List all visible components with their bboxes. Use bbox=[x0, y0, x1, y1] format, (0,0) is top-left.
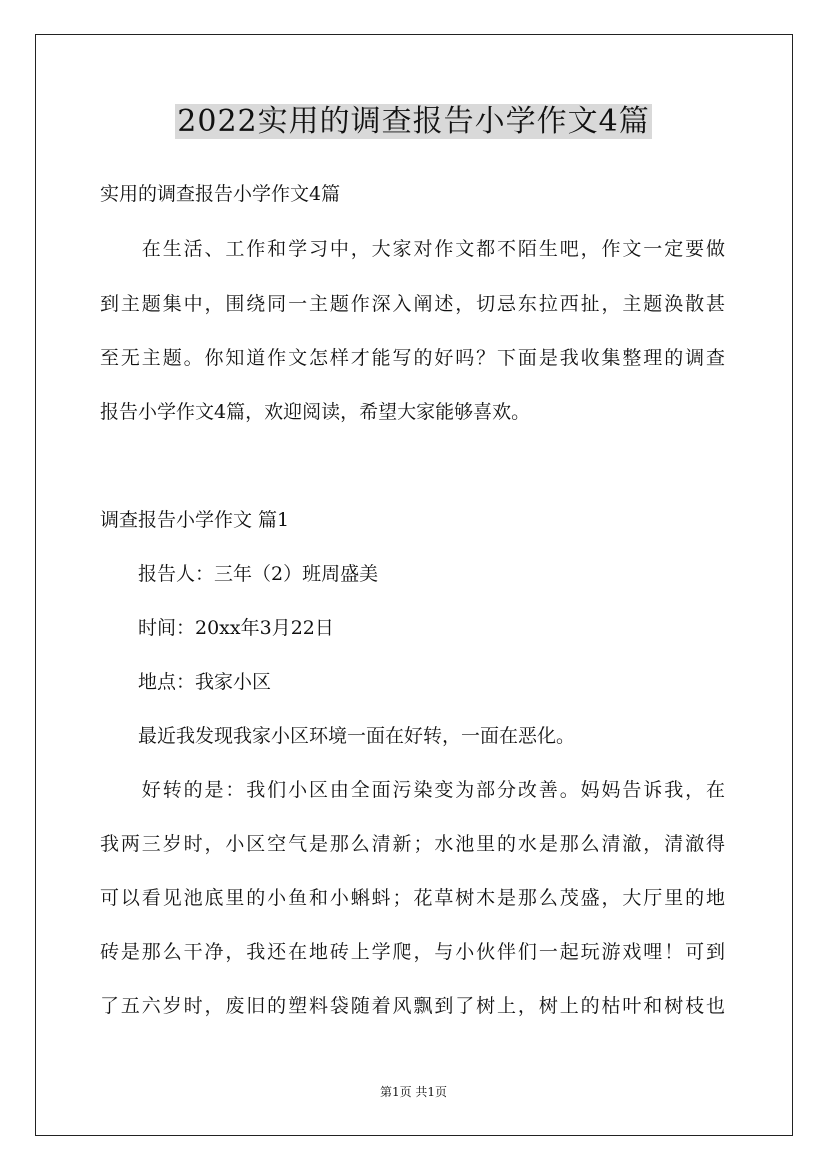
document-title: 2022实用的调查报告小学作文4篇 bbox=[177, 104, 650, 139]
section-heading: 调查报告小学作文 篇1 bbox=[100, 509, 290, 531]
body-line: 好转的是：我们小区由全面污染变为部分改善。妈妈告诉我，在 bbox=[100, 779, 725, 801]
intro-line: 报告小学作文4篇，欢迎阅读，希望大家能够喜欢。 bbox=[100, 401, 531, 423]
intro-line: 在生活、工作和学习中，大家对作文都不陌生吧，作文一定要做 bbox=[100, 238, 725, 260]
page-footer: 第1页 共1页 bbox=[379, 1085, 448, 1099]
body-line: 可以看见池底里的小鱼和小蝌蚪；花草树木是那么茂盛，大厅里的地 bbox=[100, 887, 725, 909]
document-subtitle: 实用的调查报告小学作文4篇 bbox=[100, 183, 341, 205]
place-line: 地点：我家小区 bbox=[100, 671, 272, 693]
body-line: 了五六岁时，废旧的塑料袋随着风飘到了树上，树上的枯叶和树枝也 bbox=[100, 995, 725, 1017]
time-line: 时间：20xx年3月22日 bbox=[100, 617, 334, 639]
body-line: 我两三岁时，小区空气是那么清新；水池里的水是那么清澈，清澈得 bbox=[100, 833, 725, 855]
intro-line: 到主题集中，围绕同一主题作深入阐述，切忌东拉西扯，主题涣散甚 bbox=[100, 293, 725, 315]
body-line: 砖是那么干净，我还在地砖上学爬，与小伙伴们一起玩游戏哩！可到 bbox=[100, 941, 725, 963]
body-line: 最近我发现我家小区环境一面在好转，一面在恶化。 bbox=[100, 725, 576, 747]
intro-line: 至无主题。你知道作文怎样才能写的好吗？下面是我收集整理的调查 bbox=[100, 347, 725, 369]
reporter-line: 报告人：三年（2）班周盛美 bbox=[100, 563, 379, 585]
